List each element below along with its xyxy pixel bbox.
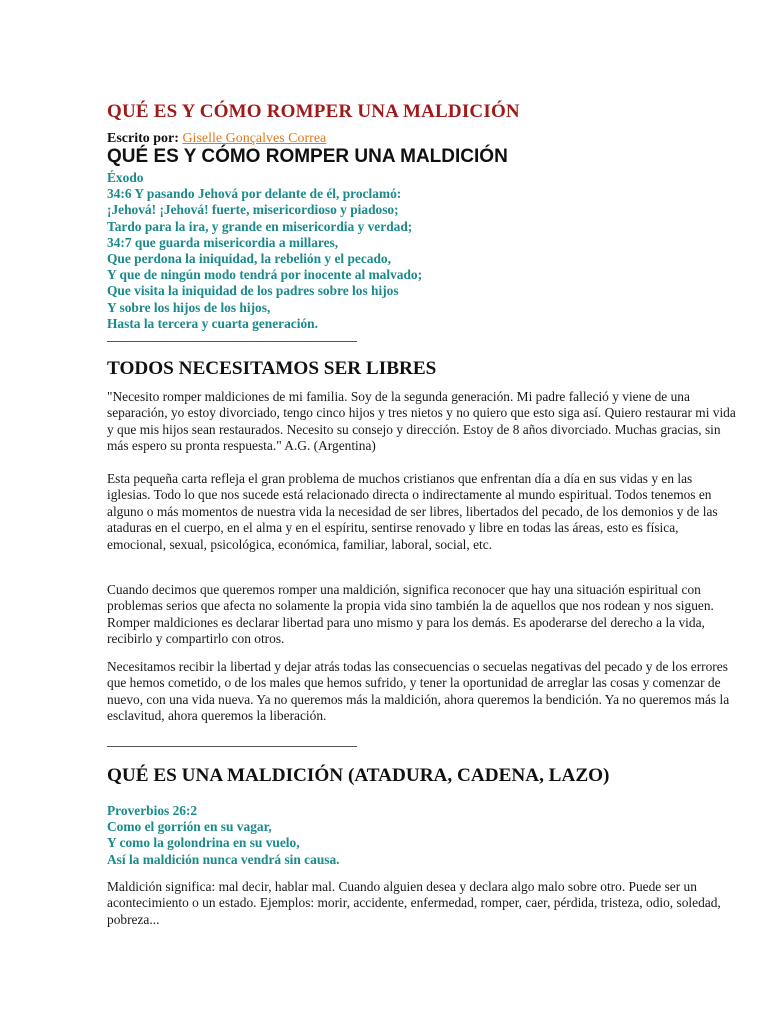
divider	[107, 341, 357, 342]
paragraph: Maldición significa: mal decir, hablar mal. Cuando alguien desea y declara algo malo sobre otro. Puede ser un acontecimiento o un estado. Ejemplos: morir, accidente, enfermedad, romper, caer, pérdida, tristeza, odio, soledad, pobreza...	[107, 879, 721, 927]
verse-line: 34:7 que guarda misericordia a millares,	[107, 234, 339, 250]
verse-line: Éxodo	[107, 170, 144, 185]
verse-line: ¡Jehová! ¡Jehová! fuerte, misericordioso y piadoso;	[107, 202, 399, 218]
byline	[107, 131, 738, 147]
page-title: QUÉ ES Y CÓMO ROMPER UNA MALDICIÓN	[107, 101, 520, 122]
section-title: QUÉ ES Y CÓMO ROMPER UNA MALDICIÓN	[107, 146, 508, 167]
section-heading-maldicion: QUÉ ES UNA MALDICIÓN (ATADURA, CADENA, LAZO)	[107, 765, 610, 786]
paragraph: Esta pequeña carta refleja el gran problema de muchos cristianos que enfrentan día a día en sus vidas y en las iglesias. Todo lo que nos sucede está relacionado directa o indirectamente al mundo espiritual. Todos tenemos en alguno o más momentos de nuestra vida la necesidad de ser libres, libertados del pecado, de los demonios y de las ataduras en el cuerpo, en el alma y en el espíritu, sentirse renovado y libre en todas las áreas, esto es física, emocional, sexual, psicológica, económica, familiar, laboral, social, etc.	[107, 471, 718, 552]
verse-line: Así la maldición nunca vendrá sin causa.	[107, 851, 340, 867]
paragraph: "Necesito romper maldiciones de mi familia. Soy de la segunda generación. Mi padre falleció y viene de una separación, yo estoy divorciado, tengo cinco hijos y tres nietos y no quiero que esto siga así. Quiero restaurar mi vida y que mis hijos sean restaurados. Necesito su consejo y dirección. Estoy de 8 años divorciado. Muchas gracias, sin más espero su pronta respuesta." A.G. (Argentina)	[107, 389, 736, 454]
verse-line: Y como la golondrina en su vuelo,	[107, 835, 300, 851]
verse-line: Y sobre los hijos de los hijos,	[107, 299, 271, 315]
byline-label: Escrito por:	[107, 131, 179, 146]
verse-line: 34:6 Y pasando Jehová por delante de él, proclamó:	[107, 186, 402, 202]
paragraph: Cuando decimos que queremos romper una maldición, significa reconocer que hay una situación espiritual con problemas serios que afecta no solamente la propia vida sino también la de aquellos que nos rodean y nos siguen. Romper maldiciones es declarar libertad para uno mismo y para los demás. Es apoderarse del derecho a la vida, recibirlo y compartirlo con otros.	[107, 582, 714, 647]
author-link[interactable]: Giselle Gonçalves Correa	[182, 131, 327, 146]
verse-line: Hasta la tercera y cuarta generación.	[107, 315, 318, 331]
exodo-verse-block	[107, 170, 738, 332]
verse-line: Que visita la iniquidad de los padres sobre los hijos	[107, 283, 399, 299]
verse-line: Y que de ningún modo tendrá por inocente al malvado;	[107, 267, 423, 283]
verse-line: Como el gorrión en su vagar,	[107, 819, 272, 835]
proverbios-verse-block	[107, 803, 738, 868]
divider	[107, 746, 357, 747]
verse-line: Proverbios 26:2	[107, 803, 198, 818]
paragraph: Necesitamos recibir la libertad y dejar atrás todas las consecuencias o secuelas negativas del pecado y de los errores que hemos cometido, o de los males que hemos sufrido, y tener la oportunidad de arreglar las cosas y comenzar de nuevo, con una vida nueva. Ya no queremos más la maldición, ahora queremos la bendición. Ya no queremos más la esclavitud, ahora queremos la liberación.	[107, 659, 730, 724]
section-heading-libres: TODOS NECESITAMOS SER LIBRES	[107, 358, 437, 379]
verse-line: Que perdona la iniquidad, la rebelión y el pecado,	[107, 251, 391, 267]
verse-line: Tardo para la ira, y grande en misericordia y verdad;	[107, 218, 413, 234]
